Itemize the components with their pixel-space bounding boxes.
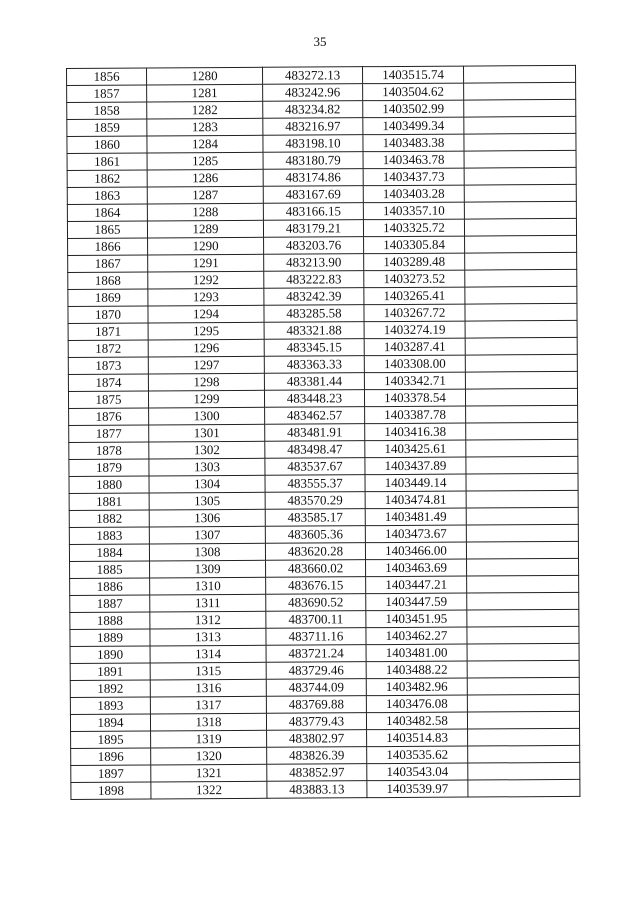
point-number-cell: 1865 <box>67 221 147 238</box>
y-coordinate-cell: 1403535.62 <box>367 746 468 764</box>
point-number-cell: 1870 <box>68 306 148 323</box>
y-coordinate-cell: 1403425.61 <box>365 440 466 458</box>
note-cell <box>467 626 579 644</box>
point-number-cell: 1888 <box>70 612 150 629</box>
y-coordinate-cell: 1403451.95 <box>366 610 467 628</box>
note-cell <box>465 252 577 270</box>
vertex-number-cell: 1280 <box>147 67 263 85</box>
y-coordinate-cell: 1403488.22 <box>366 661 467 679</box>
point-number-cell: 1882 <box>69 510 149 527</box>
note-cell <box>464 167 576 185</box>
note-cell <box>465 235 577 253</box>
note-cell <box>467 711 579 729</box>
vertex-number-cell: 1311 <box>150 594 266 612</box>
x-coordinate-cell: 483321.88 <box>264 322 364 340</box>
vertex-number-cell: 1307 <box>149 526 265 544</box>
point-number-cell: 1872 <box>68 340 148 357</box>
y-coordinate-cell: 1403416.38 <box>365 423 466 441</box>
vertex-number-cell: 1290 <box>148 237 264 255</box>
point-number-cell: 1876 <box>69 408 149 425</box>
vertex-number-cell: 1317 <box>150 696 266 714</box>
y-coordinate-cell: 1403378.54 <box>364 389 465 407</box>
vertex-number-cell: 1298 <box>148 373 264 391</box>
y-coordinate-cell: 1403463.78 <box>363 151 464 169</box>
y-coordinate-cell: 1403476.08 <box>366 695 467 713</box>
y-coordinate-cell: 1403473.67 <box>365 525 466 543</box>
y-coordinate-cell: 1403267.72 <box>364 304 465 322</box>
vertex-number-cell: 1318 <box>150 713 266 731</box>
x-coordinate-cell: 483721.24 <box>266 645 366 663</box>
point-number-cell: 1863 <box>67 187 147 204</box>
y-coordinate-cell: 1403305.84 <box>364 236 465 254</box>
x-coordinate-cell: 483802.97 <box>267 730 367 748</box>
x-coordinate-cell: 483700.11 <box>266 611 366 629</box>
vertex-number-cell: 1284 <box>147 135 263 153</box>
vertex-number-cell: 1282 <box>147 101 263 119</box>
vertex-number-cell: 1315 <box>150 662 266 680</box>
note-cell <box>468 762 580 780</box>
y-coordinate-cell: 1403437.73 <box>363 168 464 186</box>
vertex-number-cell: 1296 <box>148 339 264 357</box>
point-number-cell: 1893 <box>70 697 150 714</box>
vertex-number-cell: 1313 <box>150 628 266 646</box>
vertex-number-cell: 1319 <box>151 730 267 748</box>
x-coordinate-cell: 483234.82 <box>263 101 363 119</box>
note-cell <box>464 116 576 134</box>
y-coordinate-cell: 1403437.89 <box>365 457 466 475</box>
y-coordinate-cell: 1403474.81 <box>365 491 466 509</box>
point-number-cell: 1891 <box>70 663 150 680</box>
point-number-cell: 1881 <box>69 493 149 510</box>
note-cell <box>464 201 576 219</box>
vertex-number-cell: 1306 <box>149 509 265 527</box>
y-coordinate-cell: 1403287.41 <box>364 338 465 356</box>
point-number-cell: 1897 <box>71 765 151 782</box>
note-cell <box>465 337 577 355</box>
point-number-cell: 1884 <box>69 544 149 561</box>
note-cell <box>467 660 579 678</box>
x-coordinate-cell: 483216.97 <box>263 118 363 136</box>
point-number-cell: 1877 <box>69 425 149 442</box>
x-coordinate-cell: 483498.47 <box>265 441 365 459</box>
x-coordinate-cell: 483180.79 <box>263 152 363 170</box>
note-cell <box>466 507 578 525</box>
x-coordinate-cell: 483570.29 <box>265 492 365 510</box>
x-coordinate-cell: 483381.44 <box>264 373 364 391</box>
note-cell <box>464 133 576 151</box>
note-cell <box>465 388 577 406</box>
note-cell <box>465 354 577 372</box>
y-coordinate-cell: 1403463.69 <box>366 559 467 577</box>
note-cell <box>467 643 579 661</box>
y-coordinate-cell: 1403539.97 <box>367 780 468 798</box>
vertex-number-cell: 1312 <box>150 611 266 629</box>
point-number-cell: 1892 <box>70 680 150 697</box>
y-coordinate-cell: 1403325.72 <box>363 219 464 237</box>
point-number-cell: 1898 <box>71 782 151 799</box>
point-number-cell: 1868 <box>68 272 148 289</box>
coordinate-table <box>66 65 580 800</box>
y-coordinate-cell: 1403483.38 <box>363 134 464 152</box>
note-cell <box>465 303 577 321</box>
x-coordinate-cell: 483242.39 <box>264 288 364 306</box>
y-coordinate-cell: 1403482.96 <box>366 678 467 696</box>
vertex-number-cell: 1281 <box>147 84 263 102</box>
point-number-cell: 1896 <box>71 748 151 765</box>
y-coordinate-cell: 1403481.49 <box>365 508 466 526</box>
note-cell <box>464 218 576 236</box>
x-coordinate-cell: 483711.16 <box>266 628 366 646</box>
vertex-number-cell: 1293 <box>148 288 264 306</box>
table-row <box>71 779 580 799</box>
x-coordinate-cell: 483179.21 <box>263 220 363 238</box>
x-coordinate-cell: 483345.15 <box>264 339 364 357</box>
note-cell <box>467 575 579 593</box>
x-coordinate-cell: 483769.88 <box>266 696 366 714</box>
x-coordinate-cell: 483462.57 <box>265 407 365 425</box>
y-coordinate-cell: 1403481.00 <box>366 644 467 662</box>
y-coordinate-cell: 1403403.28 <box>363 185 464 203</box>
note-cell <box>464 99 576 117</box>
x-coordinate-cell: 483537.67 <box>265 458 365 476</box>
note-cell <box>466 490 578 508</box>
vertex-number-cell: 1304 <box>149 475 265 493</box>
x-coordinate-cell: 483676.15 <box>266 577 366 595</box>
x-coordinate-cell: 483174.86 <box>263 169 363 187</box>
y-coordinate-cell: 1403265.41 <box>364 287 465 305</box>
vertex-number-cell: 1320 <box>151 747 267 765</box>
vertex-number-cell: 1308 <box>149 543 265 561</box>
vertex-number-cell: 1287 <box>147 186 263 204</box>
y-coordinate-cell: 1403543.04 <box>367 763 468 781</box>
y-coordinate-cell: 1403462.27 <box>366 627 467 645</box>
vertex-number-cell: 1294 <box>148 305 264 323</box>
y-coordinate-cell: 1403482.58 <box>366 712 467 730</box>
x-coordinate-cell: 483883.13 <box>267 781 367 799</box>
point-number-cell: 1862 <box>67 170 147 187</box>
point-number-cell: 1861 <box>67 153 147 170</box>
x-coordinate-cell: 483690.52 <box>266 594 366 612</box>
point-number-cell: 1867 <box>68 255 148 272</box>
vertex-number-cell: 1288 <box>147 203 263 221</box>
point-number-cell: 1866 <box>68 238 148 255</box>
point-number-cell: 1871 <box>68 323 148 340</box>
x-coordinate-cell: 483605.36 <box>265 526 365 544</box>
note-cell <box>466 473 578 491</box>
x-coordinate-cell: 483585.17 <box>265 509 365 527</box>
y-coordinate-cell: 1403273.52 <box>364 270 465 288</box>
x-coordinate-cell: 483744.09 <box>266 679 366 697</box>
vertex-number-cell: 1297 <box>148 356 264 374</box>
note-cell <box>465 269 577 287</box>
point-number-cell: 1879 <box>69 459 149 476</box>
vertex-number-cell: 1295 <box>148 322 264 340</box>
y-coordinate-cell: 1403308.00 <box>364 355 465 373</box>
y-coordinate-cell: 1403449.14 <box>365 474 466 492</box>
y-coordinate-cell: 1403447.59 <box>366 593 467 611</box>
vertex-number-cell: 1303 <box>149 458 265 476</box>
y-coordinate-cell: 1403502.99 <box>363 100 464 118</box>
y-coordinate-cell: 1403357.10 <box>363 202 464 220</box>
vertex-number-cell: 1286 <box>147 169 263 187</box>
y-coordinate-cell: 1403447.21 <box>366 576 467 594</box>
vertex-number-cell: 1300 <box>149 407 265 425</box>
x-coordinate-cell: 483363.33 <box>264 356 364 374</box>
note-cell <box>468 779 580 797</box>
point-number-cell: 1878 <box>69 442 149 459</box>
note-cell <box>467 592 579 610</box>
note-cell <box>466 524 578 542</box>
note-cell <box>465 320 577 338</box>
note-cell <box>464 150 576 168</box>
vertex-number-cell: 1299 <box>148 390 264 408</box>
x-coordinate-cell: 483198.10 <box>263 135 363 153</box>
point-number-cell: 1864 <box>67 204 147 221</box>
y-coordinate-cell: 1403387.78 <box>365 406 466 424</box>
y-coordinate-cell: 1403504.62 <box>363 83 464 101</box>
point-number-cell: 1889 <box>70 629 150 646</box>
x-coordinate-cell: 483167.69 <box>263 186 363 204</box>
x-coordinate-cell: 483213.90 <box>264 254 364 272</box>
coordinate-table-body <box>67 65 580 799</box>
note-cell <box>467 694 579 712</box>
y-coordinate-cell: 1403514.83 <box>367 729 468 747</box>
vertex-number-cell: 1283 <box>147 118 263 136</box>
y-coordinate-cell: 1403499.34 <box>363 117 464 135</box>
point-number-cell: 1885 <box>70 561 150 578</box>
vertex-number-cell: 1285 <box>147 152 263 170</box>
vertex-number-cell: 1291 <box>148 254 264 272</box>
note-cell <box>465 286 577 304</box>
note-cell <box>463 65 575 83</box>
y-coordinate-cell: 1403466.00 <box>365 542 466 560</box>
x-coordinate-cell: 483779.43 <box>266 713 366 731</box>
vertex-number-cell: 1322 <box>151 781 267 799</box>
vertex-number-cell: 1305 <box>149 492 265 510</box>
note-cell <box>467 609 579 627</box>
x-coordinate-cell: 483481.91 <box>265 424 365 442</box>
note-cell <box>466 439 578 457</box>
point-number-cell: 1890 <box>70 646 150 663</box>
x-coordinate-cell: 483285.58 <box>264 305 364 323</box>
vertex-number-cell: 1321 <box>151 764 267 782</box>
point-number-cell: 1886 <box>70 578 150 595</box>
y-coordinate-cell: 1403274.19 <box>364 321 465 339</box>
point-number-cell: 1887 <box>70 595 150 612</box>
vertex-number-cell: 1289 <box>147 220 263 238</box>
y-coordinate-cell: 1403342.71 <box>364 372 465 390</box>
point-number-cell: 1869 <box>68 289 148 306</box>
note-cell <box>466 541 578 559</box>
vertex-number-cell: 1309 <box>150 560 266 578</box>
y-coordinate-cell: 1403289.48 <box>364 253 465 271</box>
vertex-number-cell: 1314 <box>150 645 266 663</box>
point-number-cell: 1857 <box>67 85 147 102</box>
x-coordinate-cell: 483660.02 <box>266 560 366 578</box>
x-coordinate-cell: 483222.83 <box>264 271 364 289</box>
point-number-cell: 1895 <box>71 731 151 748</box>
point-number-cell: 1883 <box>69 527 149 544</box>
point-number-cell: 1856 <box>67 68 147 85</box>
vertex-number-cell: 1292 <box>148 271 264 289</box>
point-number-cell: 1858 <box>67 102 147 119</box>
point-number-cell: 1880 <box>69 476 149 493</box>
x-coordinate-cell: 483448.23 <box>264 390 364 408</box>
x-coordinate-cell: 483826.39 <box>267 747 367 765</box>
vertex-number-cell: 1301 <box>149 424 265 442</box>
note-cell <box>466 456 578 474</box>
note-cell <box>468 728 580 746</box>
note-cell <box>464 82 576 100</box>
page-number: 35 <box>313 34 327 49</box>
point-number-cell: 1874 <box>68 374 148 391</box>
vertex-number-cell: 1316 <box>150 679 266 697</box>
x-coordinate-cell: 483555.37 <box>265 475 365 493</box>
note-cell <box>464 184 576 202</box>
point-number-cell: 1873 <box>68 357 148 374</box>
x-coordinate-cell: 483272.13 <box>262 67 362 85</box>
x-coordinate-cell: 483620.28 <box>265 543 365 561</box>
note-cell <box>466 422 578 440</box>
point-number-cell: 1875 <box>68 391 148 408</box>
point-number-cell: 1860 <box>67 136 147 153</box>
x-coordinate-cell: 483852.97 <box>267 764 367 782</box>
point-number-cell: 1894 <box>70 714 150 731</box>
x-coordinate-cell: 483166.15 <box>263 203 363 221</box>
note-cell <box>466 405 578 423</box>
vertex-number-cell: 1302 <box>149 441 265 459</box>
vertex-number-cell: 1310 <box>150 577 266 595</box>
note-cell <box>465 371 577 389</box>
point-number-cell: 1859 <box>67 119 147 136</box>
note-cell <box>468 745 580 763</box>
y-coordinate-cell: 1403515.74 <box>362 66 463 84</box>
note-cell <box>467 677 579 695</box>
x-coordinate-cell: 483242.96 <box>263 84 363 102</box>
note-cell <box>467 558 579 576</box>
x-coordinate-cell: 483729.46 <box>266 662 366 680</box>
x-coordinate-cell: 483203.76 <box>264 237 364 255</box>
